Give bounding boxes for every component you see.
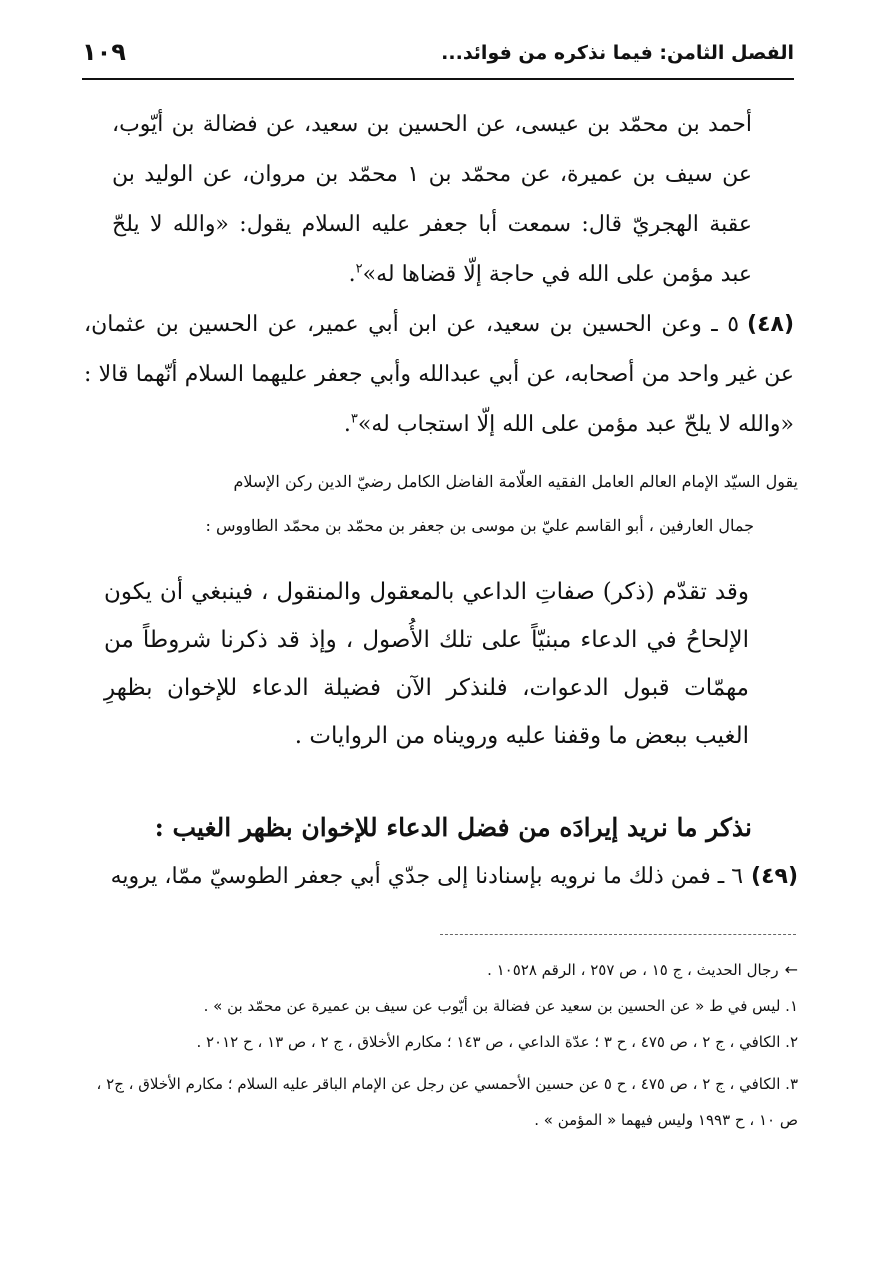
author-intro-line-2: جمال العارفين ، أبو القاسم عليّ بن موسى بن جعفر بن محمّد بن محمّد الطاووس :	[205, 516, 754, 535]
running-header	[82, 36, 794, 76]
paragraph-text: أحمد بن محمّد بن عيسى، عن الحسين بن سعيد، عن فضالة بن أيّوب، عن سيف بن عميرة، عن محمّد بن ١ محمّد بن مروان، عن الوليد بن عقبة الهجريّ قال: سمعت أبا جعفر عليه السلام يقول: «والله لا يلحّ عبد مؤمن على الله في حاجة إلّا قضاها له»	[112, 112, 753, 287]
footnote-1: ١. ليس في ط « عن الحسين بن سعيد عن فضالة بن أيّوب عن سيف بن عميرة عن محمّد بن » .	[203, 997, 798, 1015]
author-intro-line-1: يقول السيّد الإمام العالم العامل الفقيه العلّامة الفاضل الكامل رضيّ الدين ركن الإسلام	[233, 472, 798, 491]
chapter-title: الفصل الثامن: فيما نذكره من فوائد...	[441, 42, 794, 64]
header-rule	[82, 78, 794, 80]
footnote-ref-3: ٣	[350, 411, 358, 427]
left-arrow-icon: ←	[784, 960, 798, 979]
section-heading: نذكر ما نريد إيرادَه من فضل الدعاء للإخوان بظهر الغيب :	[154, 813, 752, 842]
paragraph-author-statement: وقد تقدّم (ذكر) صفاتِ الداعي بالمعقول والمنقول ، فينبغي أن يكون الإلحاحُ في الدعاء مبنيّاً على تلك الأُصول ، وإذ قد ذكرنا شروطاً من مهمّات قبول الدعوات، فلنذكر الآن فضيلة الدعاء للإخوان بظهرِ الغيب ببعض ما وقفنا عليه ورويناه من الروايات .	[104, 579, 749, 749]
paragraph-hadith-49	[86, 852, 798, 902]
hadith-number: (٤٨)	[747, 312, 794, 337]
hadith-number: (٤٩)	[751, 864, 798, 889]
paragraph-text: ٥ ـ وعن الحسين بن سعيد، عن ابن أبي عمير، عن الحسين بن عثمان، عن غير واحد من أصحابه، عن أبي عبدالله وأبي جعفر عليهما السلام أنّهما قالا : «والله لا يلحّ عبد مؤمن على الله إلّا استجاب له»	[84, 312, 794, 437]
footnote-rule	[440, 934, 796, 935]
paragraph-hadith-48: (٤٨)٥ ـ وعن الحسين بن سعيد، عن ابن أبي عمير، عن الحسين بن عثمان، عن غير واحد من أصحابه، عن أبي عبدالله وأبي جعفر عليهما السلام أنّهما قالا : «والله لا يلحّ عبد مؤمن على الله إلّا استجاب له»$^٣$.	[84, 312, 794, 437]
footnote-3: ٣. الكافي ، ج ٢ ، ص ٤٧٥ ، ح ٥ عن حسين الأحمسي عن رجل عن الإمام الباقر عليه السلام ؛ مكارم الأخلاق ، ج٢ ، ص ١٠ ، ح ١٩٩٣ وليس فيهما « المؤمن » .	[96, 1075, 798, 1129]
footnote-2: ٢. الكافي ، ج ٢ ، ص ٤٧٥ ، ح ٣ ؛ عدّة الداعي ، ص ١٤٣ ؛ مكارم الأخلاق ، ج ٢ ، ص ١٣ ، ح ٢٠١٢ .	[196, 1033, 798, 1051]
paragraph-text: ٦ ـ فمن ذلك ما نرويه بإسنادنا إلى جدّي أبي جعفر الطوسيّ ممّا، يرويه	[110, 864, 744, 889]
footnote-cross-reference	[86, 952, 798, 988]
cross-ref-text: رجال الحديث ، ج ١٥ ، ص ٢٥٧ ، الرقم ١٠٥٢٨ .	[487, 961, 779, 979]
paragraph-hadith-47-continuation: أحمد بن محمّد بن عيسى، عن الحسين بن سعيد، عن فضالة بن أيّوب، عن سيف بن عميرة، عن محمّد بن ١ محمّد بن مروان، عن الوليد بن عقبة الهجريّ قال: سمعت أبا جعفر عليه السلام يقول: «والله لا يلحّ عبد مؤمن على الله في حاجة إلّا قضاها له»$^٢$.	[112, 112, 753, 287]
page-number: ١٠٩	[82, 38, 126, 66]
footnote-ref-2: ٢	[355, 261, 363, 277]
